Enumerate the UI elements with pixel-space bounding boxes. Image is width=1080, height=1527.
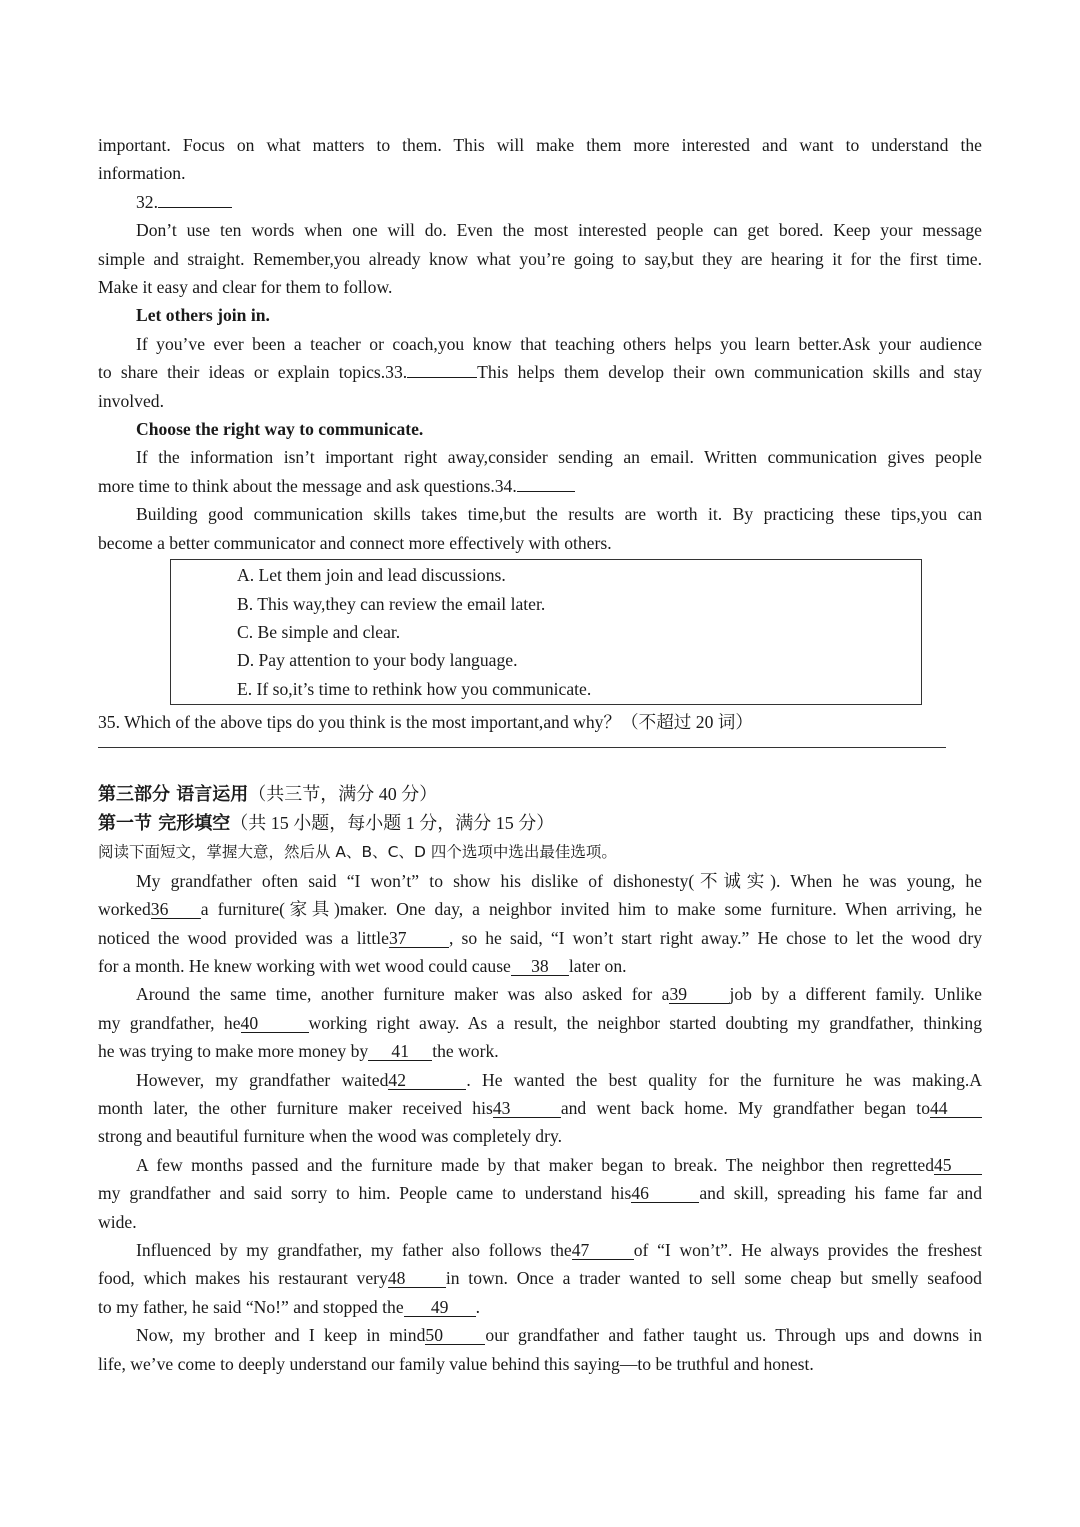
part-title-note: （共三节，满分 40 分） — [248, 783, 438, 804]
passage-line: become a better communicator and connect more effectively with others. — [98, 532, 612, 553]
cloze-line — [98, 1094, 982, 1122]
passage-line: Don’t use ten words when one will do. Even the most interested people can get bored. Keep your message — [136, 220, 982, 241]
section-title — [98, 809, 982, 838]
text-span: our grandfather and father taught us. Through ups and downs in — [485, 1325, 983, 1346]
part-title-bold: 第三部分 语言运用 — [98, 783, 249, 805]
cloze-line — [98, 1037, 982, 1065]
answer-blank-33[interactable] — [407, 358, 477, 378]
blank-39[interactable]: 39 — [669, 984, 729, 1004]
passage-line: involved. — [98, 390, 164, 411]
text-span: to my father, he said “No!” and stopped the — [98, 1296, 404, 1317]
text-span: he was trying to make more money by — [98, 1041, 369, 1062]
text-span: This helps them develop their own communication skills and stay — [477, 362, 982, 383]
passage-line — [98, 358, 982, 386]
blank-47[interactable]: 47 — [572, 1240, 634, 1260]
blank-46[interactable]: 46 — [631, 1183, 699, 1203]
blank-48[interactable]: 48 — [388, 1268, 446, 1288]
text-span: of “I won’t”. He always provides the freshest — [633, 1240, 983, 1261]
passage-line — [98, 472, 982, 500]
text-span: noticed the wood provided was a little — [98, 927, 389, 948]
option-e: E. If so,it’s time to rethink how you communicate. — [237, 678, 592, 699]
option-b: B. This way,they can review the email later. — [237, 593, 546, 614]
passage-line: information. — [98, 163, 186, 184]
cloze-line: life, we’ve come to deeply understand our family value behind this saying—to be truthful and honest. — [98, 1353, 814, 1374]
text-span: in town. Once a trader wanted to sell some cheap but smelly seafood — [445, 1268, 982, 1289]
question-32 — [98, 188, 982, 216]
text-span: Influenced by my grandfather, my father also follows the — [136, 1240, 572, 1261]
blank-38[interactable]: 38 — [511, 956, 569, 976]
text-span: food, which makes his restaurant very — [98, 1268, 388, 1289]
blank-36[interactable]: 36 — [151, 899, 201, 919]
text-span: more time to think about the message and ask questions.34. — [98, 475, 517, 496]
blank-40[interactable]: 40 — [241, 1013, 309, 1033]
blank-42[interactable]: 42 — [388, 1070, 466, 1090]
cloze-line: My grandfather often said “I won’t” to show his dislike of dishonesty(不诚实). When he was young, he — [136, 870, 982, 891]
passage-line: If the information isn’t important right away,consider sending an email. Written communication gives people — [136, 447, 982, 468]
passage-line: If you’ve ever been a teacher or coach,you know that teaching others helps you learn better.Ask your audience — [136, 333, 982, 354]
text-span: and skill, spreading his fame far and — [699, 1183, 982, 1204]
cloze-line — [98, 1066, 982, 1094]
cloze-line: strong and beautiful furniture when the wood was completely dry. — [98, 1126, 562, 1147]
text-span: and went back home. My grandfather began to — [560, 1098, 930, 1118]
text-span: , so he said, “I won’t start right away.” He chose to let the wood dry — [449, 927, 982, 948]
question-35: 35. Which of the above tips do you think is the most important,and why？（不超过 20 词） — [98, 712, 753, 733]
cloze-line — [98, 1236, 982, 1264]
text-span: my grandfather, he — [98, 1012, 241, 1033]
cloze-line — [98, 1321, 982, 1349]
section-title-note: （共 15 小题，每小题 1 分，满分 15 分） — [230, 812, 555, 833]
text-span: . — [475, 1296, 481, 1317]
text-span: working right away. As a result, the neighbor started doubting my grandfather, thinking — [308, 1012, 982, 1033]
text-span: job by a different family. Unlike — [729, 984, 982, 1005]
blank-50[interactable]: 50 — [425, 1325, 485, 1345]
options-box — [170, 559, 922, 705]
text-span: Around the same time, another furniture maker was also asked for a — [136, 984, 670, 1005]
blank-49[interactable]: 49 — [404, 1297, 476, 1317]
cloze-line — [98, 980, 982, 1008]
blank-37[interactable]: 37 — [389, 928, 449, 948]
answer-line-35[interactable] — [98, 737, 946, 748]
instruction: 阅读下面短文，掌握大意，然后从 A、B、C、D 四个选项中选出最佳选项。 — [98, 843, 617, 862]
cloze-line — [98, 1179, 982, 1207]
text-span: . He wanted the best quality for the furniture he was making.A — [466, 1069, 982, 1090]
passage-line: simple and straight. Remember,you already know what you’re going to say,but they are hearing it for the first time. — [98, 248, 982, 269]
option-c: C. Be simple and clear. — [237, 621, 401, 642]
passage-line: Building good communication skills takes time,but the results are worth it. By practicing these tips,you can — [136, 504, 982, 525]
passage-line: important. Focus on what matters to them. This will make them more interested and want to understand the — [98, 135, 982, 155]
cloze-line — [98, 924, 982, 952]
cloze-line — [98, 952, 982, 980]
text-span: Now, my brother and I keep in mind — [136, 1325, 426, 1346]
cloze-line — [98, 1293, 982, 1321]
blank-41[interactable]: 41 — [368, 1041, 432, 1061]
cloze-line: wide. — [98, 1211, 137, 1232]
section-title-bold: 第一节 完形填空 — [98, 812, 231, 834]
text-span: later on. — [568, 955, 627, 976]
option-a: A. Let them join and lead discussions. — [237, 565, 506, 586]
cloze-line — [98, 1264, 982, 1292]
section-heading: Let others join in. — [136, 305, 270, 326]
cloze-line — [98, 1009, 982, 1037]
text-span: a furniture(家具)maker. One day, a neighbor invited him to make some furniture. When arriving, he — [200, 899, 982, 920]
answer-blank-34[interactable] — [517, 472, 575, 492]
blank-43[interactable]: 43 — [493, 1098, 561, 1118]
cloze-line — [98, 1151, 982, 1179]
section-heading: Choose the right way to communicate. — [136, 419, 424, 440]
blank-45[interactable]: 45 — [934, 1155, 982, 1175]
answer-blank-32[interactable] — [158, 188, 232, 208]
text-span: to share their ideas or explain topics.33. — [98, 362, 408, 383]
option-d: D. Pay attention to your body language. — [237, 650, 518, 671]
question-number: 32. — [136, 191, 158, 212]
cloze-line — [98, 895, 982, 923]
text-span: However, my grandfather waited — [136, 1069, 389, 1090]
blank-44[interactable]: 44 — [930, 1098, 982, 1118]
text-span: the work. — [432, 1041, 499, 1062]
text-span: A few months passed and the furniture made by that maker began to break. The neighbor then regretted — [136, 1154, 934, 1175]
text-span: for a month. He knew working with wet wood could cause — [98, 955, 511, 976]
passage-line: Make it easy and clear for them to follow. — [98, 277, 393, 298]
text-span: month later, the other furniture maker received his — [98, 1098, 493, 1118]
text-span: worked — [98, 899, 151, 920]
part-title — [98, 780, 982, 809]
text-span: my grandfather and said sorry to him. People came to understand his — [98, 1183, 632, 1204]
exam-page — [98, 131, 982, 1378]
